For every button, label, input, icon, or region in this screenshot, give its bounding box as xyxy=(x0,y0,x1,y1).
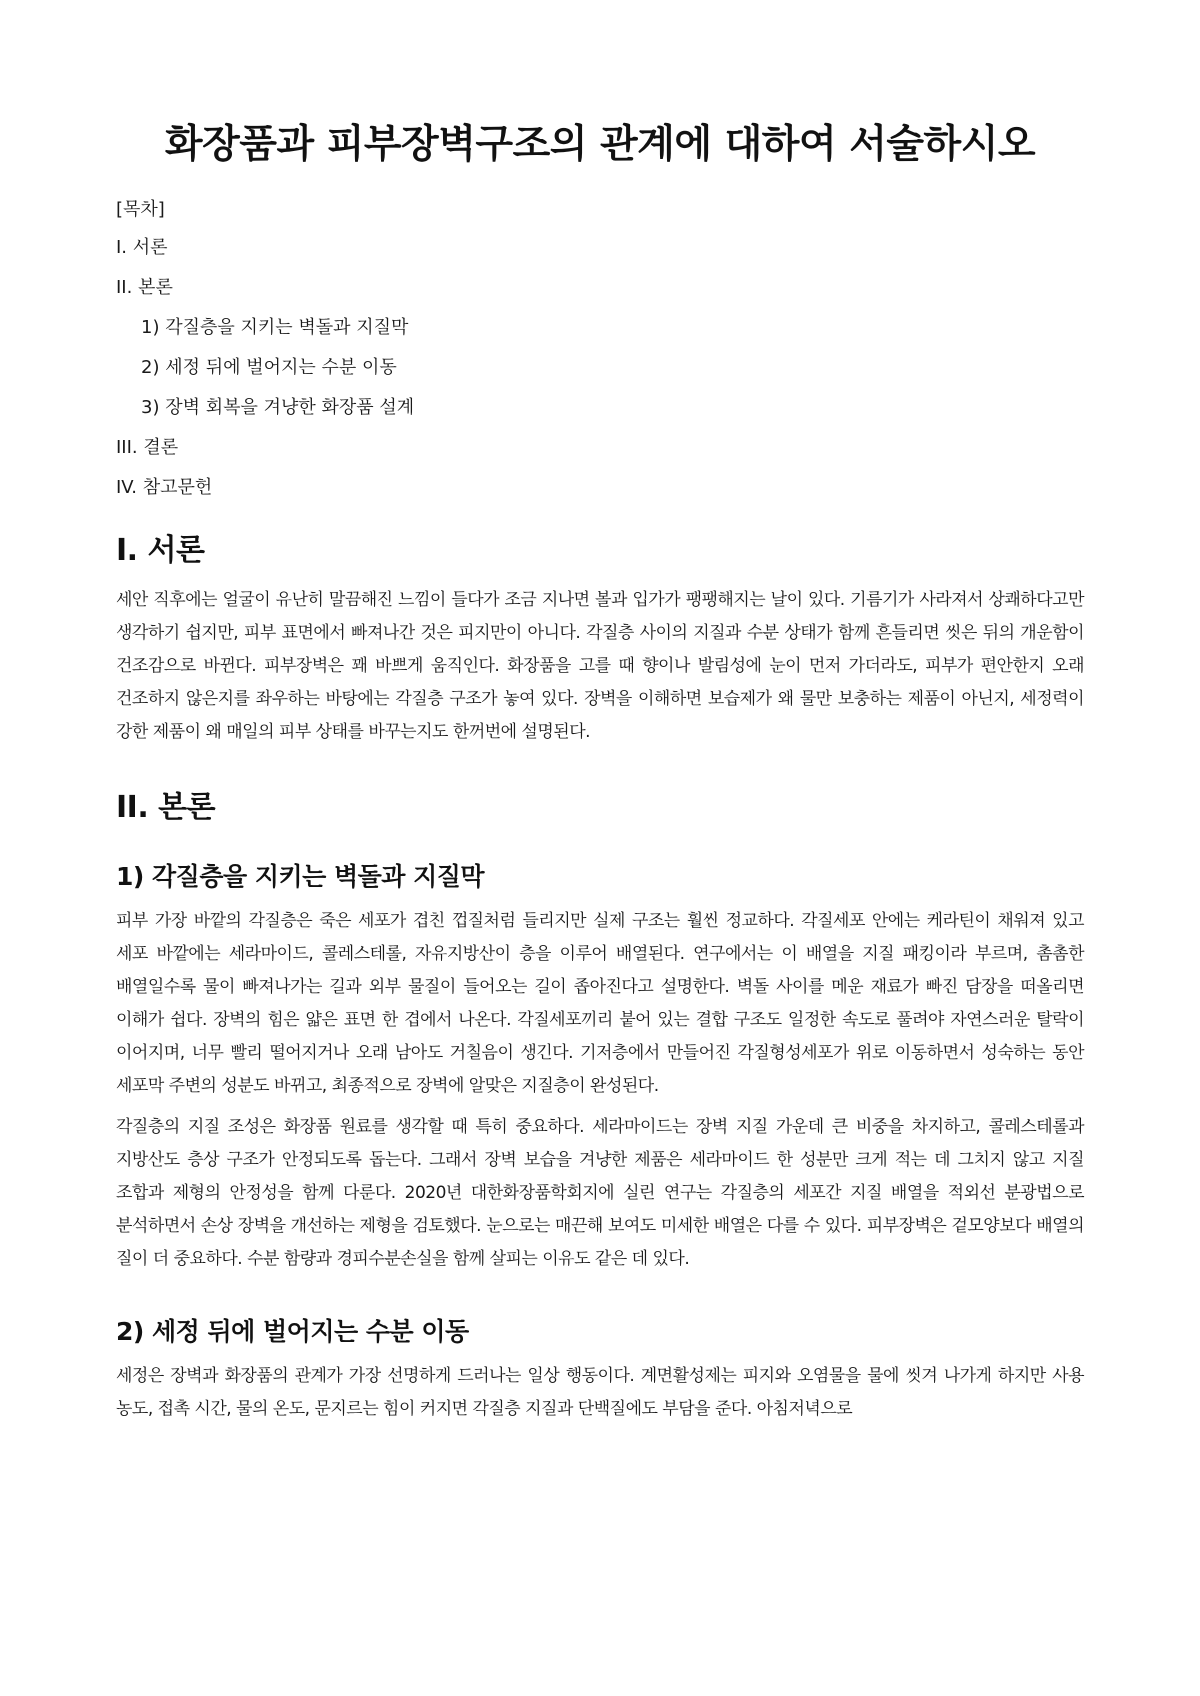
toc-item-conclusion: III. 결론 xyxy=(116,437,179,458)
introduction-paragraph: 세안 직후에는 얼굴이 유난히 말끔해진 느낌이 들다가 조금 지나면 볼과 입가가 팽팽해지는 날이 있다. 기름기가 사라져서 상쾌하다고만 생각하기 쉽지만, 피부 표면에서 빠져나간 것은 피지만이 아니다. 각질층 사이의 지질과 수분 상태가 함께 흔들리면 씻은 뒤의 개운함이 건조감으로 바뀐다. 피부장벽은 꽤 바쁘게 움직인다. 화장품을 고를 때 향이나 발림성에 눈이 먼저 가더라도, 피부가 편안한지 오래 건조하지 않은지를 좌우하는 바탕에는 각질층 구조가 놓여 있다. 장벽을 이해하면 보습제가 왜 물만 보충하는 제품이 아닌지, 세정력이 강한 제품이 왜 매일의 피부 상태를 바꾸는지도 한꺼번에 설명된다. xyxy=(116,590,1084,742)
toc-item-body: II. 본론 xyxy=(116,277,173,298)
document-title: 화장품과 피부장벽구조의 관계에 대하여 서술하시오 xyxy=(164,122,1036,167)
toc-item-references: IV. 참고문헌 xyxy=(116,477,213,498)
toc-item-body-2: 2) 세정 뒤에 벌어지는 수분 이동 xyxy=(141,357,397,378)
subsection-1-paragraph-1: 피부 가장 바깥의 각질층은 죽은 세포가 겹친 껍질처럼 들리지만 실제 구조는 훨씬 정교하다. 각질세포 안에는 케라틴이 채워져 있고 세포 바깥에는 세라마이드, 콜레스테롤, 자유지방산이 층을 이루어 배열된다. 연구에서는 이 배열을 지질 패킹이라 부르며, 촘촘한 배열일수록 물이 빠져나가는 길과 외부 물질이 들어오는 길이 좁아진다고 설명한다. 벽돌 사이를 메운 재료가 빠진 담장을 떠올리면 이해가 쉽다. 장벽의 힘은 얇은 표면 한 겹에서 나온다. 각질세포끼리 붙어 있는 결합 구조도 일정한 속도로 풀려야 자연스러운 탈락이 이어지며, 너무 빨리 떨어지거나 오래 남아도 거칠음이 생긴다. 기저층에서 만들어진 각질형성세포가 위로 이동하면서 성숙하는 동안 세포막 주변의 성분도 바뀌고, 최종적으로 장벽에 알맞은 지질층이 완성된다. xyxy=(116,911,1084,1096)
toc-item-introduction: I. 서론 xyxy=(116,237,168,258)
toc-label: [목차] xyxy=(116,199,165,220)
subsection-2-paragraph-1: 세정은 장벽과 화장품의 관계가 가장 선명하게 드러나는 일상 행동이다. 계면활성제는 피지와 오염물을 물에 씻겨 나가게 하지만 사용 농도, 접촉 시간, 물의 온도, 문지르는 힘이 커지면 각질층 지질과 단백질에도 부담을 준다. 아침저녁으로 xyxy=(116,1366,1084,1419)
section-heading-body: II. 본론 xyxy=(116,790,216,825)
toc-item-body-1: 1) 각질층을 지키는 벽돌과 지질막 xyxy=(141,317,409,338)
section-heading-introduction: I. 서론 xyxy=(116,533,205,568)
subsection-heading-2: 2) 세정 뒤에 벌어지는 수분 이동 xyxy=(116,1317,469,1346)
table-of-contents xyxy=(116,190,1084,508)
toc-item-body-3: 3) 장벽 회복을 겨냥한 화장품 설계 xyxy=(141,397,415,418)
subsection-heading-1: 1) 각질층을 지키는 벽돌과 지질막 xyxy=(116,862,485,891)
subsection-1-paragraph-2: 각질층의 지질 조성은 화장품 원료를 생각할 때 특히 중요하다. 세라마이드는 장벽 지질 가운데 큰 비중을 차지하고, 콜레스테롤과 지방산도 층상 구조가 안정되도록 돕는다. 그래서 장벽 보습을 겨냥한 제품은 세라마이드 한 성분만 크게 적는 데 그치지 않고 지질 조합과 제형의 안정성을 함께 다룬다. 2020년 대한화장품학회지에 실린 연구는 각질층의 세포간 지질 배열을 적외선 분광법으로 분석하면서 손상 장벽을 개선하는 제형을 검토했다. 눈으로는 매끈해 보여도 미세한 배열은 다를 수 있다. 피부장벽은 겉모양보다 배열의 질이 더 중요하다. 수분 함량과 경피수분손실을 함께 살피는 이유도 같은 데 있다. xyxy=(116,1117,1084,1269)
